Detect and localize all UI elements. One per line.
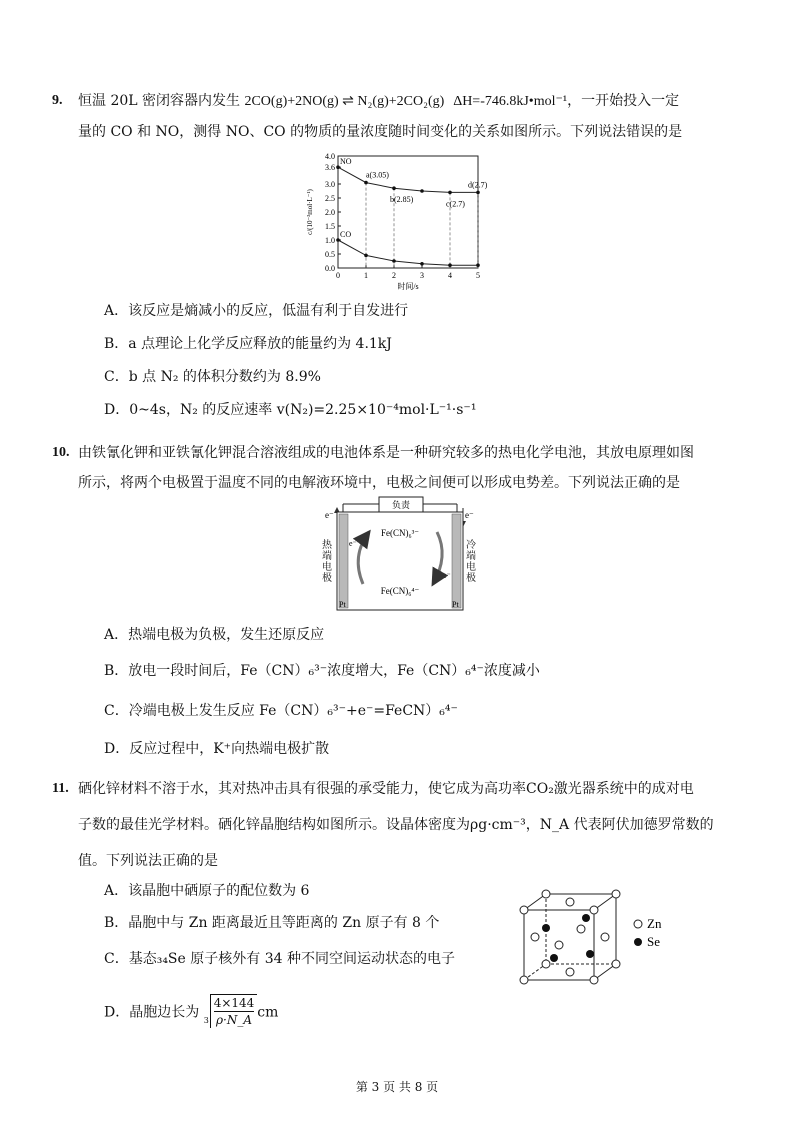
y-tick-label: 4.0	[325, 152, 335, 161]
option-a: A．该晶胞中硒原子的配位数为 6	[104, 883, 310, 899]
x-tick-label: 3	[420, 271, 424, 280]
option-b: B．a 点理论上化学反应释放的能量约为 4.1kJ	[104, 336, 392, 352]
se-legend-marker	[634, 938, 642, 946]
question-text: 所示，将两个电极置于温度不同的电解液环境中，电极之间便可以形成电势差。下列说法正确的是	[78, 475, 680, 491]
question-text: 由铁氰化钾和亚铁氰化钾混合溶液组成的电池体系是一种研究较多的热电化学电池，其放电原理如图	[78, 445, 694, 461]
y-tick-label: 1.5	[325, 222, 335, 231]
data-point-no	[392, 186, 396, 190]
pt-label-right: Pt	[452, 600, 459, 609]
x-tick-label: 2	[392, 271, 396, 280]
data-point-co	[420, 262, 424, 266]
hot-electrode-label: 热端电极	[322, 540, 332, 584]
question-text: 恒温 20L 密闭容器内发生	[78, 93, 241, 109]
y-tick-label: 3.0	[325, 180, 335, 189]
concentration-chart	[290, 148, 500, 298]
x-tick-label: 0	[336, 271, 340, 280]
question-9	[52, 86, 738, 147]
x-tick-label: 5	[476, 271, 480, 280]
pt-label-left: Pt	[339, 600, 346, 609]
crystal-cell-diagram	[516, 888, 676, 988]
data-point-co	[448, 263, 452, 267]
point-annotation: c(2.7)	[446, 199, 465, 209]
cube-root-expression	[204, 994, 258, 1031]
hot-electrode	[339, 514, 348, 608]
root-index: 3	[203, 1016, 209, 1025]
x-axis-label: 时间/s	[397, 282, 419, 291]
electron-inner-right: e⁻	[443, 571, 451, 580]
point-annotation: b(2.85)	[390, 195, 414, 205]
question-text: 值。下列说法正确的是	[78, 853, 218, 869]
electron-label-right: e⁻	[465, 510, 474, 520]
cold-electrode	[452, 514, 461, 608]
data-point-no	[364, 181, 368, 185]
point-annotation: d(2.7)	[468, 180, 488, 190]
data-point-co	[364, 254, 368, 258]
electron-inner-left: e⁻	[349, 539, 357, 548]
question-text: ，一开始投入一定	[567, 93, 680, 109]
x-tick-label: 4	[448, 271, 452, 280]
data-point-co	[476, 263, 480, 267]
zn-legend-marker	[634, 920, 642, 928]
denominator: ρ·N_A	[215, 1013, 252, 1027]
question-text: 量的 CO 和 NO，测得 NO、CO 的物质的量浓度随时间变化的关系如图所示。下列说法错误的是	[78, 124, 683, 140]
series-label: CO	[340, 230, 352, 239]
question-number: 10.	[52, 445, 70, 460]
zn-legend-label: Zn	[647, 916, 662, 931]
y-tick-label: 1.0	[325, 236, 335, 245]
option-a: A．该反应是熵减小的反应，低温有利于自发进行	[104, 303, 409, 319]
battery-diagram	[315, 496, 485, 614]
data-point-no	[476, 191, 480, 195]
y-tick-label: 2.0	[325, 208, 335, 217]
series-label: NO	[340, 157, 352, 167]
option-d: D．反应过程中，K⁺向热端电极扩散	[104, 741, 330, 757]
load-label: 负责	[391, 500, 411, 510]
option-a: A．热端电极为负极，发生还原反应	[104, 627, 325, 643]
data-point-no	[420, 189, 424, 193]
equation: 2CO(g)+2NO(g) ⇌ N₂(g)+2CO₂(g)	[244, 94, 445, 109]
y-tick-label: 3.6	[325, 163, 335, 173]
option-d: D．0~4s，N₂ 的反应速率 v(N₂)=2.25×10⁻⁴mol·L⁻¹·s⁻¹	[104, 402, 477, 418]
data-point-co	[392, 259, 396, 263]
unit: cm	[257, 1004, 279, 1021]
species-bottom: Fe(CN)₆⁴⁻	[380, 586, 420, 596]
option-c: C．b 点 N₂ 的体积分数约为 8.9%	[104, 369, 321, 385]
series-line-co	[338, 240, 478, 265]
option-c: C．冷端电极上发生反应 Fe（CN）₆³⁻+e⁻=FeCN）₆⁴⁻	[104, 703, 458, 719]
option-b: B．放电一段时间后，Fe（CN）₆³⁻浓度增大，Fe（CN）₆⁴⁻浓度减小	[104, 663, 540, 679]
se-legend-label: Se	[647, 934, 660, 949]
cold-electrode-label: 冷端电极	[466, 540, 476, 584]
question-11	[52, 771, 738, 879]
data-point-no	[448, 191, 452, 195]
question-text: 子数的最佳光学材料。硒化锌晶胞结构如图所示。设晶体密度为ρg·cm⁻³，N_A 代表阿伏加德罗常数的	[78, 817, 714, 833]
y-axis-label: c/(10⁻³mol·L⁻¹)	[306, 189, 314, 235]
question-text: 硒化锌材料不溶于水，其对热冲击具有很强的承受能力，使它成为高功率CO₂激光器系统中的成对电	[78, 781, 694, 797]
option-d	[104, 994, 278, 1031]
y-tick-label: 2.5	[325, 194, 335, 203]
series-line-no	[338, 167, 478, 192]
species-top: Fe(CN)₆³⁻	[380, 528, 420, 538]
question-number: 9.	[52, 93, 63, 108]
option-b: B．晶胞中与 Zn 距离最近且等距离的 Zn 原子有 8 个	[104, 915, 440, 931]
electron-label-left: e⁻	[325, 510, 334, 520]
question-10	[52, 438, 738, 498]
y-tick-label: 0.5	[325, 250, 335, 259]
option-c: C．基态₃₄Se 原子核外有 34 种不同空间运动状态的电子	[104, 951, 455, 967]
numerator: 4×144	[213, 996, 255, 1010]
point-annotation: a(3.05)	[366, 170, 389, 180]
delta-h: ΔH=-746.8kJ•mol⁻¹	[453, 94, 568, 109]
y-tick-label: 0.0	[325, 264, 335, 273]
option-d-prefix: D．晶胞边长为	[104, 1004, 200, 1021]
x-tick-label: 1	[364, 271, 368, 280]
page-footer: 第 3 页 共 8 页	[355, 1080, 439, 1094]
question-number: 11.	[52, 781, 69, 796]
